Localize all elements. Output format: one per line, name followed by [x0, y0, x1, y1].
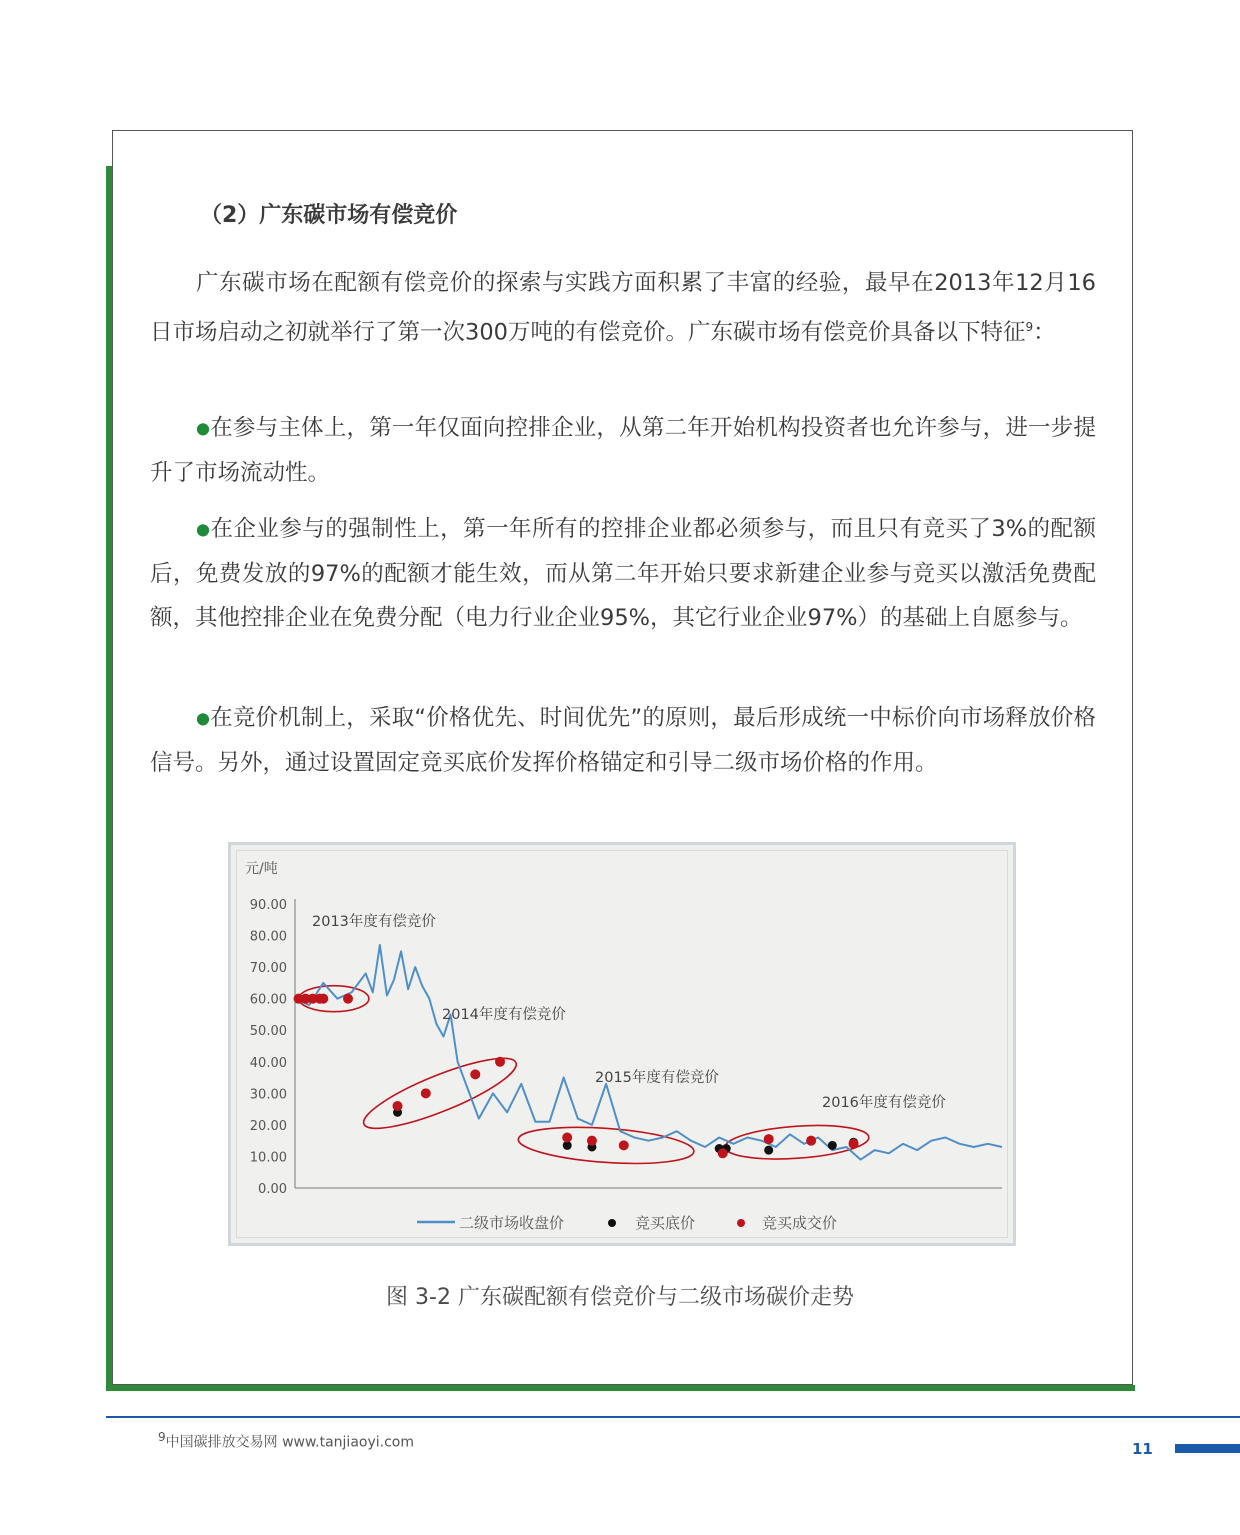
figure-caption: 图 3-2 广东碳配额有偿竞价与二级市场碳价走势 — [386, 1285, 854, 1310]
y-axis-label: 元/吨 — [245, 861, 278, 877]
chart-annotations — [312, 912, 946, 1111]
floor-price-point — [764, 1146, 773, 1155]
clearing-price-point — [421, 1088, 431, 1098]
legend-label: 竞买底价 — [635, 1214, 696, 1232]
page-number: 11 — [1132, 1440, 1153, 1458]
y-tick-label: 50.00 — [249, 1024, 287, 1040]
floor-price-point — [828, 1141, 837, 1150]
bullet-dot-icon: ● — [196, 519, 211, 539]
bullet-text: 在参与主体上，第一年仅面向控排企业，从第二年开始机构投资者也允许参与，进一步提升了市场流动性。 — [150, 415, 1096, 486]
clearing-price-point — [619, 1140, 629, 1150]
section-heading: （2）广东碳市场有偿竞价 — [200, 203, 458, 228]
intro-paragraph — [150, 261, 1096, 355]
clearing-price-point — [343, 994, 353, 1004]
y-tick-label: 0.00 — [258, 1182, 287, 1197]
clearing-price-point — [318, 994, 328, 1004]
clearing-price-point — [562, 1133, 572, 1143]
legend-floor-swatch — [608, 1219, 616, 1227]
y-tick-label: 90.00 — [249, 898, 287, 913]
auction-ellipse — [517, 1122, 695, 1168]
clearing-price-point — [806, 1136, 816, 1146]
y-tick-label: 10.00 — [249, 1150, 287, 1166]
box-accent-bottom — [106, 1385, 1135, 1391]
intro-colon: ： — [1033, 319, 1056, 346]
legend-clearing-swatch — [737, 1219, 745, 1227]
footnote-text[interactable]: 中国碳排放交易网 www.tanjiaoyi.com — [165, 1434, 414, 1451]
footer-rule — [106, 1416, 1240, 1418]
legend-label: 二级市场收盘价 — [459, 1214, 565, 1232]
y-tick-label: 70.00 — [249, 961, 287, 977]
bullet-paragraph — [150, 406, 1096, 495]
y-tick-label: 20.00 — [249, 1118, 287, 1134]
annotation-label: 2014年度有偿竞价 — [442, 1007, 566, 1023]
chart-legend — [417, 1214, 837, 1232]
clearing-price-point — [587, 1136, 597, 1146]
bullet-text: 在企业参与的强制性上，第一年所有的控排企业都必须参与，而且只有竞买了3%的配额后，免费发放的97%的配额才能生效，而从第二年开始只要求新建企业参与竞买以激活免费配额，其他控排企业在免费分配（电力行业企业95%，其它行业企业97%）的基础上自愿参与。 — [150, 516, 1096, 631]
auction-ellipses — [299, 986, 870, 1169]
clearing-price-point — [764, 1134, 774, 1144]
clearing-price-point — [849, 1139, 859, 1149]
chart-area — [236, 850, 1008, 1238]
legend-label: 竞买成交价 — [762, 1214, 838, 1232]
footnote-mark: 9 — [158, 1430, 166, 1444]
footnote — [158, 1430, 414, 1452]
bullet-paragraph — [150, 507, 1096, 640]
clearing-price-point — [495, 1057, 505, 1067]
y-tick-label: 60.00 — [249, 992, 287, 1008]
intro-text: 广东碳市场在配额有偿竞价的探索与实践方面积累了丰富的经验，最早在2013年12月16日市场启动之初就举行了第一次300万吨的有偿竞价。广东碳市场有偿竞价具备以下特征 — [150, 270, 1096, 346]
secondary-price-line — [295, 945, 1002, 1160]
bullet-text: 在竞价机制上，采取“价格优先、时间优先”的原则，最后形成统一中标价向市场释放价格信号。另外，通过设置固定竞买底价发挥价格锚定和引导二级市场价格的作用。 — [150, 705, 1096, 776]
annotation-label: 2016年度有偿竞价 — [822, 1095, 946, 1111]
annotation-label: 2015年度有偿竞价 — [595, 1070, 719, 1086]
bullet-dot-icon: ● — [196, 418, 211, 438]
carbon-price-chart — [237, 851, 1007, 1237]
auction-points — [294, 994, 859, 1159]
footnote-ref[interactable]: 9 — [1025, 320, 1034, 334]
clearing-price-point — [470, 1069, 480, 1079]
y-tick-label: 80.00 — [249, 929, 287, 945]
auction-ellipse — [724, 1121, 870, 1163]
annotation-label: 2013年度有偿竞价 — [312, 914, 436, 930]
clearing-price-point — [718, 1148, 728, 1158]
bullet-dot-icon: ● — [196, 708, 211, 728]
secondary-market-line — [295, 945, 1002, 1160]
clearing-price-point — [393, 1101, 403, 1111]
y-tick-label: 30.00 — [249, 1087, 287, 1103]
page-bar — [1175, 1444, 1240, 1453]
bullet-paragraph — [150, 696, 1096, 785]
chart-frame — [228, 842, 1016, 1246]
y-tick-label: 40.00 — [249, 1055, 287, 1071]
